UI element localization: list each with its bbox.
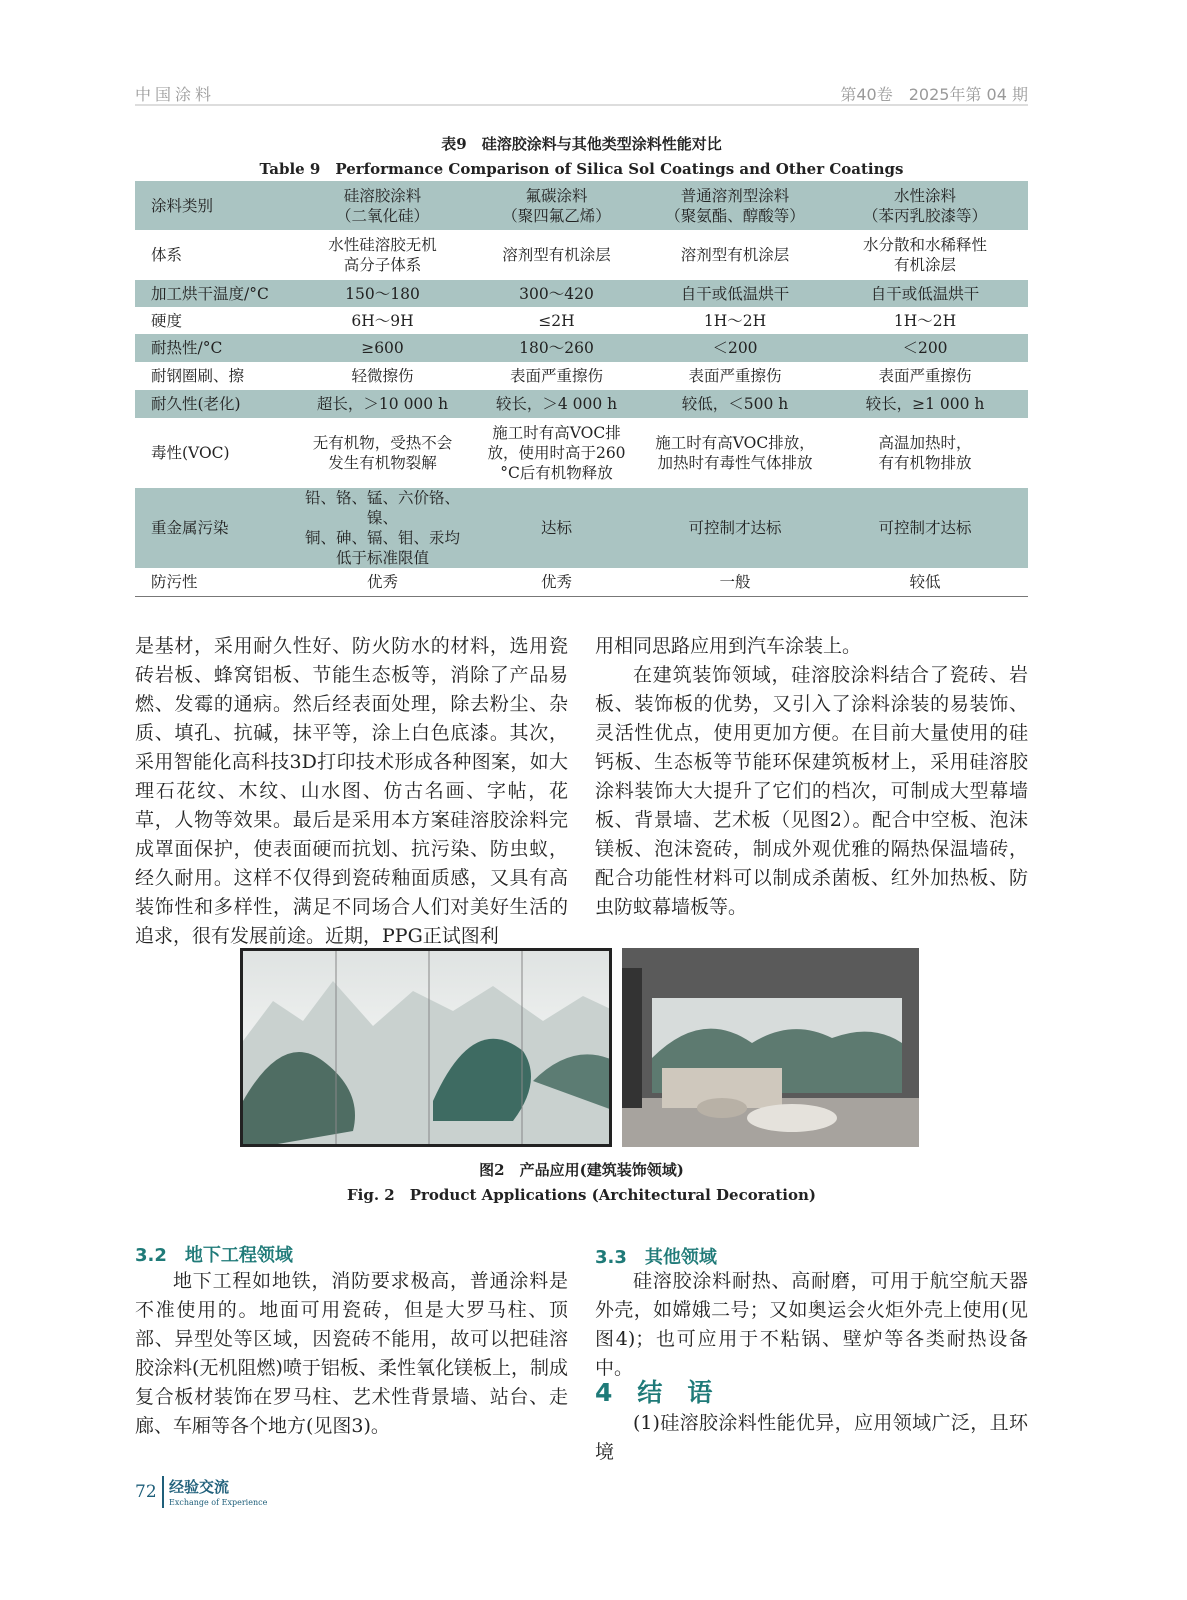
figure-landscape-panel	[240, 948, 612, 1147]
comparison-table	[135, 181, 1028, 597]
row-label-cell: 硬度	[151, 311, 183, 330]
table-cell: 施工时有高VOC排 放，使用时高于260 °C后有机物释放	[487, 424, 626, 482]
table-cell: 水性涂料 （苯丙乳胶漆等）	[822, 181, 1028, 230]
table-cell: 可控制才达标	[822, 488, 1028, 568]
table-cell: 150～180	[300, 280, 465, 307]
table-row	[135, 334, 1028, 362]
paragraph: 是基材，采用耐久性好、防火防水的材料，选用瓷砖岩板、蜂窝铝板、节能生态板等，消除了产品易燃、发霉的通病。然后经表面处理，除去粉尘、杂质、填孔、抗碱，抹平等，涂上白色底漆。其次，采用智能化高科技3D打印技术形成各种图案，如大理石花纹、木纹、山水图、仿古名画、字帖，花草，人物等效果。最后是采用本方案硅溶胶涂料完成罩面保护，使表面硬而抗划、抗污染、防虫蚁，经久耐用。这样不仅得到瓷砖釉面质感，又具有高装饰性和多样性，满足不同场合人们对美好生活的追求，很有发展前途。近期，PPG正试图利	[135, 635, 568, 947]
living-room-image	[622, 948, 919, 1147]
table-cell: 普通溶剂型涂料 （聚氨酯、醇酸等）	[648, 181, 822, 230]
row-label-cell: 耐久性(老化)	[135, 390, 300, 418]
table-cell: 较长，＞4 000 h	[465, 390, 648, 418]
table-cell: 一般	[719, 572, 751, 591]
table-cell: 超长，＞10 000 h	[300, 390, 465, 418]
paragraph: 硅溶胶涂料耐热、高耐磨，可用于航空航天器外壳，如嫦娥二号；又如奥运会火炬外壳上使用(见图4)；也可应用于不粘锅、壁炉等各类耐热设备中。	[595, 1270, 1028, 1379]
table-cell: 可控制才达标	[648, 488, 822, 568]
table-cell: 水分散和水稀释性 有机涂层	[862, 236, 987, 274]
table-row	[135, 280, 1028, 307]
row-label-cell: 耐热性/°C	[135, 334, 300, 362]
table-cell: 1H～2H	[703, 311, 767, 330]
section-3-2-title: 3.2 地下工程领域	[135, 1245, 293, 1266]
left-column	[135, 632, 568, 951]
table-cell: 氟碳涂料 （聚四氟乙烯）	[465, 181, 648, 230]
table-cell: 达标	[465, 488, 648, 568]
table-cell: 优秀	[540, 572, 572, 591]
table-cell: 铅、铬、锰、六价铬、镍、 铜、砷、镉、钼、汞均 低于标准限值	[300, 488, 465, 568]
table-cell: 180～260	[465, 334, 648, 362]
figure-interior-photo	[622, 948, 919, 1147]
page-number: 72	[135, 1482, 157, 1502]
right-column	[595, 632, 1028, 922]
figure-caption-cn: 图2 产品应用(建筑装饰领域)	[479, 1161, 684, 1179]
table-cell: 施工时有高VOC排放， 加热时有毒性气体排放	[655, 434, 815, 472]
table-row	[135, 362, 1028, 390]
table-cell: 表面严重擦伤	[878, 367, 972, 385]
table-row	[135, 230, 1028, 280]
table-cell: 自干或低温烘干	[822, 280, 1028, 307]
paragraph: 用相同思路应用到汽车涂装上。	[595, 635, 862, 657]
row-label-cell: 体系	[151, 246, 183, 264]
table-cell: 溶剂型有机涂层	[502, 246, 611, 264]
header-divider	[135, 104, 1028, 106]
footer-section-cn: 经验交流	[169, 1478, 230, 1496]
table-cell: 1H～2H	[893, 311, 957, 330]
section-4-body	[595, 1409, 1028, 1467]
table-row	[135, 418, 1028, 488]
table-row	[135, 568, 1028, 596]
table-row	[135, 307, 1028, 334]
table-title-en: Table 9 Performance Comparison of Silica Sol Coatings and Other Coatings	[259, 160, 904, 178]
table-cell: 较长，≥1 000 h	[822, 390, 1028, 418]
row-label-cell: 毒性(VOC)	[151, 444, 230, 462]
footer-divider	[162, 1476, 164, 1508]
table-cell: 高温加热时， 有有机物排放	[878, 434, 972, 472]
row-label-cell: 加工烘干温度/°C	[135, 280, 300, 307]
issue-info: 第40卷 2025年第 04 期	[840, 85, 1028, 104]
table-cell: 表面严重擦伤	[688, 367, 782, 385]
paragraph: (1)硅溶胶涂料性能优异，应用领域广泛，且环境	[595, 1412, 1028, 1463]
row-label-cell: 涂料类别	[135, 181, 300, 230]
row-label-cell: 防污性	[151, 572, 198, 591]
table-cell: 溶剂型有机涂层	[680, 246, 790, 264]
table-cell: 较低	[909, 572, 941, 591]
section-3-2-body	[135, 1267, 568, 1441]
table-row	[135, 390, 1028, 418]
table-cell: ≤2H	[538, 311, 575, 330]
section-3-3-body	[595, 1267, 1028, 1383]
table-header-row	[135, 181, 1028, 230]
landscape-painting-image	[243, 951, 612, 1147]
table-cell: 较低，＜500 h	[648, 390, 822, 418]
table-title-cn: 表9 硅溶胶涂料与其他类型涂料性能对比	[441, 135, 722, 153]
table-cell: 轻微擦伤	[351, 367, 414, 385]
journal-name: 中国涂料	[135, 85, 216, 104]
table-cell: 自干或低温烘干	[648, 280, 822, 307]
section-3-3-title: 3.3 其他领域	[595, 1247, 717, 1268]
paragraph: 地下工程如地铁，消防要求极高，普通涂料是不准使用的。地面可用瓷砖，但是大罗马柱、顶部、异型处等区域，因瓷砖不能用，故可以把硅溶胶涂料(无机阻燃)喷于铝板、柔性氧化镁板上，制成复合板材装饰在罗马柱、艺术性背景墙、站台、走廊、车厢等各个地方(见图3)。	[135, 1270, 568, 1437]
table-cell: ≥600	[300, 334, 465, 362]
figure-caption-en: Fig. 2 Product Applications (Architectural Decoration)	[347, 1186, 816, 1204]
section-4-title: 4 结 语	[595, 1378, 713, 1407]
row-label-cell: 耐钢圈刷、擦	[151, 367, 245, 385]
paragraph: 在建筑装饰领域，硅溶胶涂料结合了瓷砖、岩板、装饰板的优势，又引入了涂料涂装的易装饰、灵活性优点，使用更加方便。在目前大量使用的硅钙板、生态板等节能环保建筑板材上，采用硅溶胶涂料装饰大大提升了它们的档次，可制成大型幕墙板、背景墙、艺术板（见图2）。配合中空板、泡沫镁板、泡沫瓷砖，制成外观优雅的隔热保温墙砖，配合功能性材料可以制成杀菌板、红外加热板、防虫防蚊幕墙板等。	[595, 664, 1028, 918]
row-label-cell: 重金属污染	[135, 488, 300, 568]
table-cell: ＜200	[648, 334, 822, 362]
footer-section-en: Exchange of Experience	[169, 1498, 268, 1507]
table-row	[135, 488, 1028, 568]
table-cell: 硅溶胶涂料 （二氧化硅）	[300, 181, 465, 230]
table-cell: 优秀	[366, 572, 398, 591]
table-cell: 表面严重擦伤	[509, 367, 603, 385]
table-cell: 6H～9H	[351, 311, 414, 330]
table-cell: 无有机物，受热不会 发生有机物裂解	[312, 434, 453, 472]
table-cell: 300～420	[465, 280, 648, 307]
table-cell: ＜200	[822, 334, 1028, 362]
table-cell: 水性硅溶胶无机 高分子体系	[328, 236, 437, 274]
